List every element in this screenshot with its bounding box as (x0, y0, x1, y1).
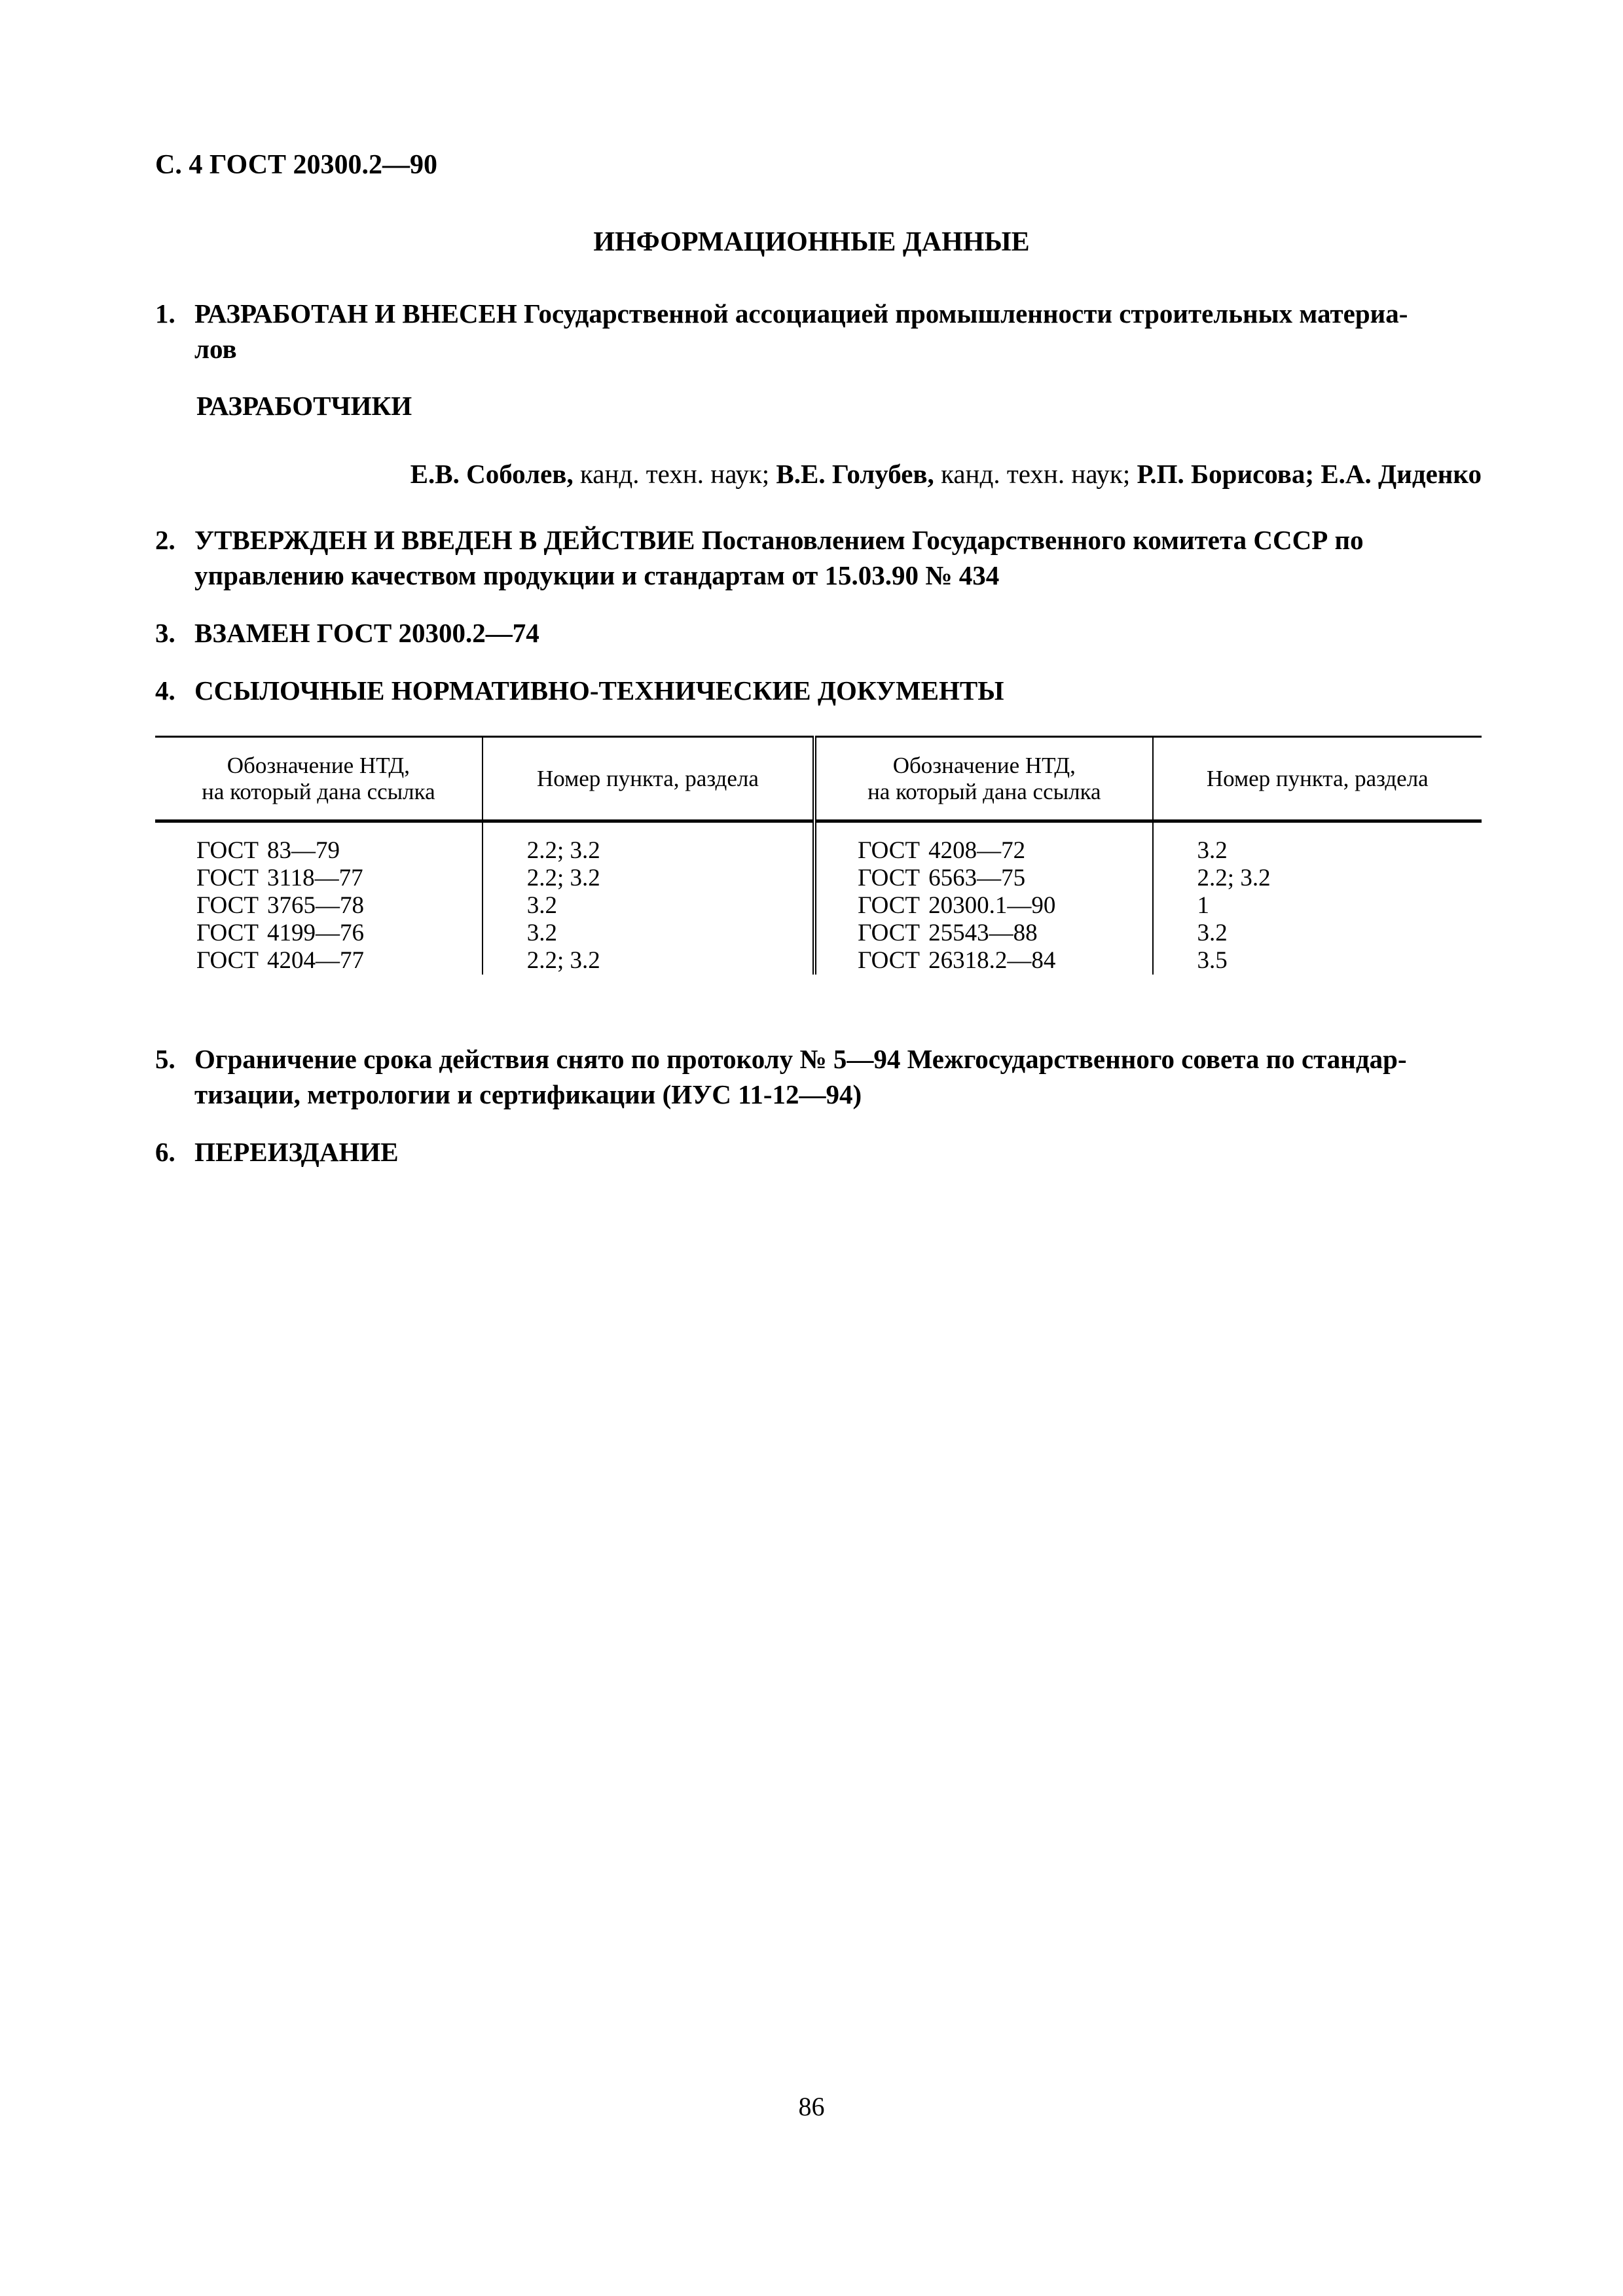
ntd-designation (196, 920, 482, 947)
item-3-number: 3. (155, 618, 175, 648)
item-2-number: 2. (155, 525, 175, 555)
table-header-row (155, 737, 1482, 821)
ntd-code: 3118—77 (267, 865, 363, 891)
ntd-prefix: ГОСТ (196, 892, 259, 919)
ntd-section: 2.2; 3.2 (526, 947, 600, 974)
developer-name: Е.В. Соболев, (410, 459, 574, 489)
ntd-prefix: ГОСТ (858, 865, 921, 891)
item-6-number: 6. (155, 1137, 175, 1167)
ntd-section: 2.2; 3.2 (526, 865, 600, 891)
ntd-code: 83—79 (267, 837, 340, 864)
reference-table (155, 736, 1482, 975)
ntd-section: 3.2 (526, 892, 558, 919)
ntd-section: 3.2 (526, 920, 558, 946)
ntd-code: 4204—77 (267, 947, 364, 974)
ntd-prefix: ГОСТ (858, 947, 921, 974)
item-2-body: Постановлением Государственного комитета СССР по (701, 525, 1364, 555)
table-header-designation (155, 737, 483, 821)
item-4-number: 4. (155, 675, 175, 706)
ntd-prefix: ГОСТ (858, 892, 921, 919)
developer-title: канд. техн. наук; (934, 459, 1137, 489)
table-cell-sections-right (1153, 821, 1482, 975)
ntd-section: 3.2 (1197, 837, 1228, 864)
running-head: С. 4 ГОСТ 20300.2—90 (155, 150, 438, 180)
header-text: Обозначение НТД, на который дана ссылка (202, 752, 435, 804)
item-6-text: ПЕРЕИЗДАНИЕ (194, 1137, 399, 1167)
ntd-prefix: ГОСТ (196, 947, 259, 974)
ntd-prefix: ГОСТ (196, 837, 259, 864)
ntd-designation (858, 947, 1152, 975)
item-3-text: ВЗАМЕН ГОСТ 20300.2—74 (194, 618, 539, 648)
page-number: 86 (798, 2092, 825, 2121)
header-text: Обозначение НТД, на который дана ссылка (867, 752, 1101, 804)
developer-name: В.Е. Голубев, (776, 459, 934, 489)
developers-label: РАЗРАБОТЧИКИ (196, 391, 412, 421)
ntd-prefix: ГОСТ (196, 920, 259, 946)
table-cell-sections-left (483, 821, 814, 975)
ntd-code: 26318.2—84 (928, 947, 1056, 974)
ntd-designation (858, 920, 1152, 947)
table-cell-designations-right (814, 821, 1152, 975)
ntd-designation (858, 892, 1152, 920)
developer-name: Р.П. Борисова; Е.А. Диденко (1137, 459, 1482, 489)
ntd-code: 25543—88 (928, 920, 1038, 946)
page-title: ИНФОРМАЦИОННЫЕ ДАННЫЕ (593, 227, 1030, 257)
ntd-section: 2.2; 3.2 (526, 837, 600, 864)
ntd-designation (196, 865, 482, 892)
ntd-prefix: ГОСТ (858, 920, 921, 946)
item-5-text (194, 1041, 1482, 1112)
ntd-designation (858, 865, 1152, 892)
item-4-text: ССЫЛОЧНЫЕ НОРМАТИВНО-ТЕХНИЧЕСКИЕ ДОКУМЕНТЫ (194, 675, 1004, 706)
table-header-section: Номер пункта, раздела (483, 737, 814, 821)
item-5-body-tail: тизации, метрологии и сертификации (ИУС 11-12—94) (194, 1079, 862, 1109)
item-1-body-tail: лов (194, 334, 237, 364)
ntd-prefix: ГОСТ (858, 837, 921, 864)
item-2-text (194, 522, 1482, 593)
ntd-code: 4199—76 (267, 920, 364, 946)
ntd-designation (196, 947, 482, 975)
ntd-section: 1 (1197, 892, 1210, 919)
developer-title: канд. техн. наук; (573, 459, 776, 489)
table-header-section: Номер пункта, раздела (1153, 737, 1482, 821)
ntd-code: 3765—78 (267, 892, 364, 919)
item-1-number: 1. (155, 298, 175, 329)
item-2-lead: УТВЕРЖДЕН И ВВЕДЕН В ДЕЙСТВИЕ (194, 525, 695, 555)
item-1-lead: РАЗРАБОТАН И ВНЕСЕН (194, 298, 517, 329)
developers-list (0, 458, 1482, 490)
table-row (155, 821, 1482, 975)
ntd-prefix: ГОСТ (196, 865, 259, 891)
table-header-designation (814, 737, 1152, 821)
table-cell-designations-left (155, 821, 483, 975)
item-1-body: Государственной ассоциацией промышленности строительных материа- (524, 298, 1408, 329)
ntd-section: 2.2; 3.2 (1197, 865, 1271, 891)
ntd-section: 3.2 (1197, 920, 1228, 946)
ntd-code: 4208—72 (928, 837, 1026, 864)
ntd-designation (196, 837, 482, 865)
item-2-body-tail: управлению качеством продукции и стандартам от 15.03.90 № 434 (194, 560, 1000, 590)
ntd-designation (196, 892, 482, 920)
item-5-number: 5. (155, 1044, 175, 1074)
ntd-section: 3.5 (1197, 947, 1228, 974)
item-5-body: Ограничение срока действия снято по протоколу № 5—94 Межгосударственного совета по стандар- (194, 1044, 1407, 1074)
ntd-code: 6563—75 (928, 865, 1026, 891)
item-1-text (194, 296, 1482, 367)
ntd-designation (858, 837, 1152, 865)
ntd-code: 20300.1—90 (928, 892, 1056, 919)
